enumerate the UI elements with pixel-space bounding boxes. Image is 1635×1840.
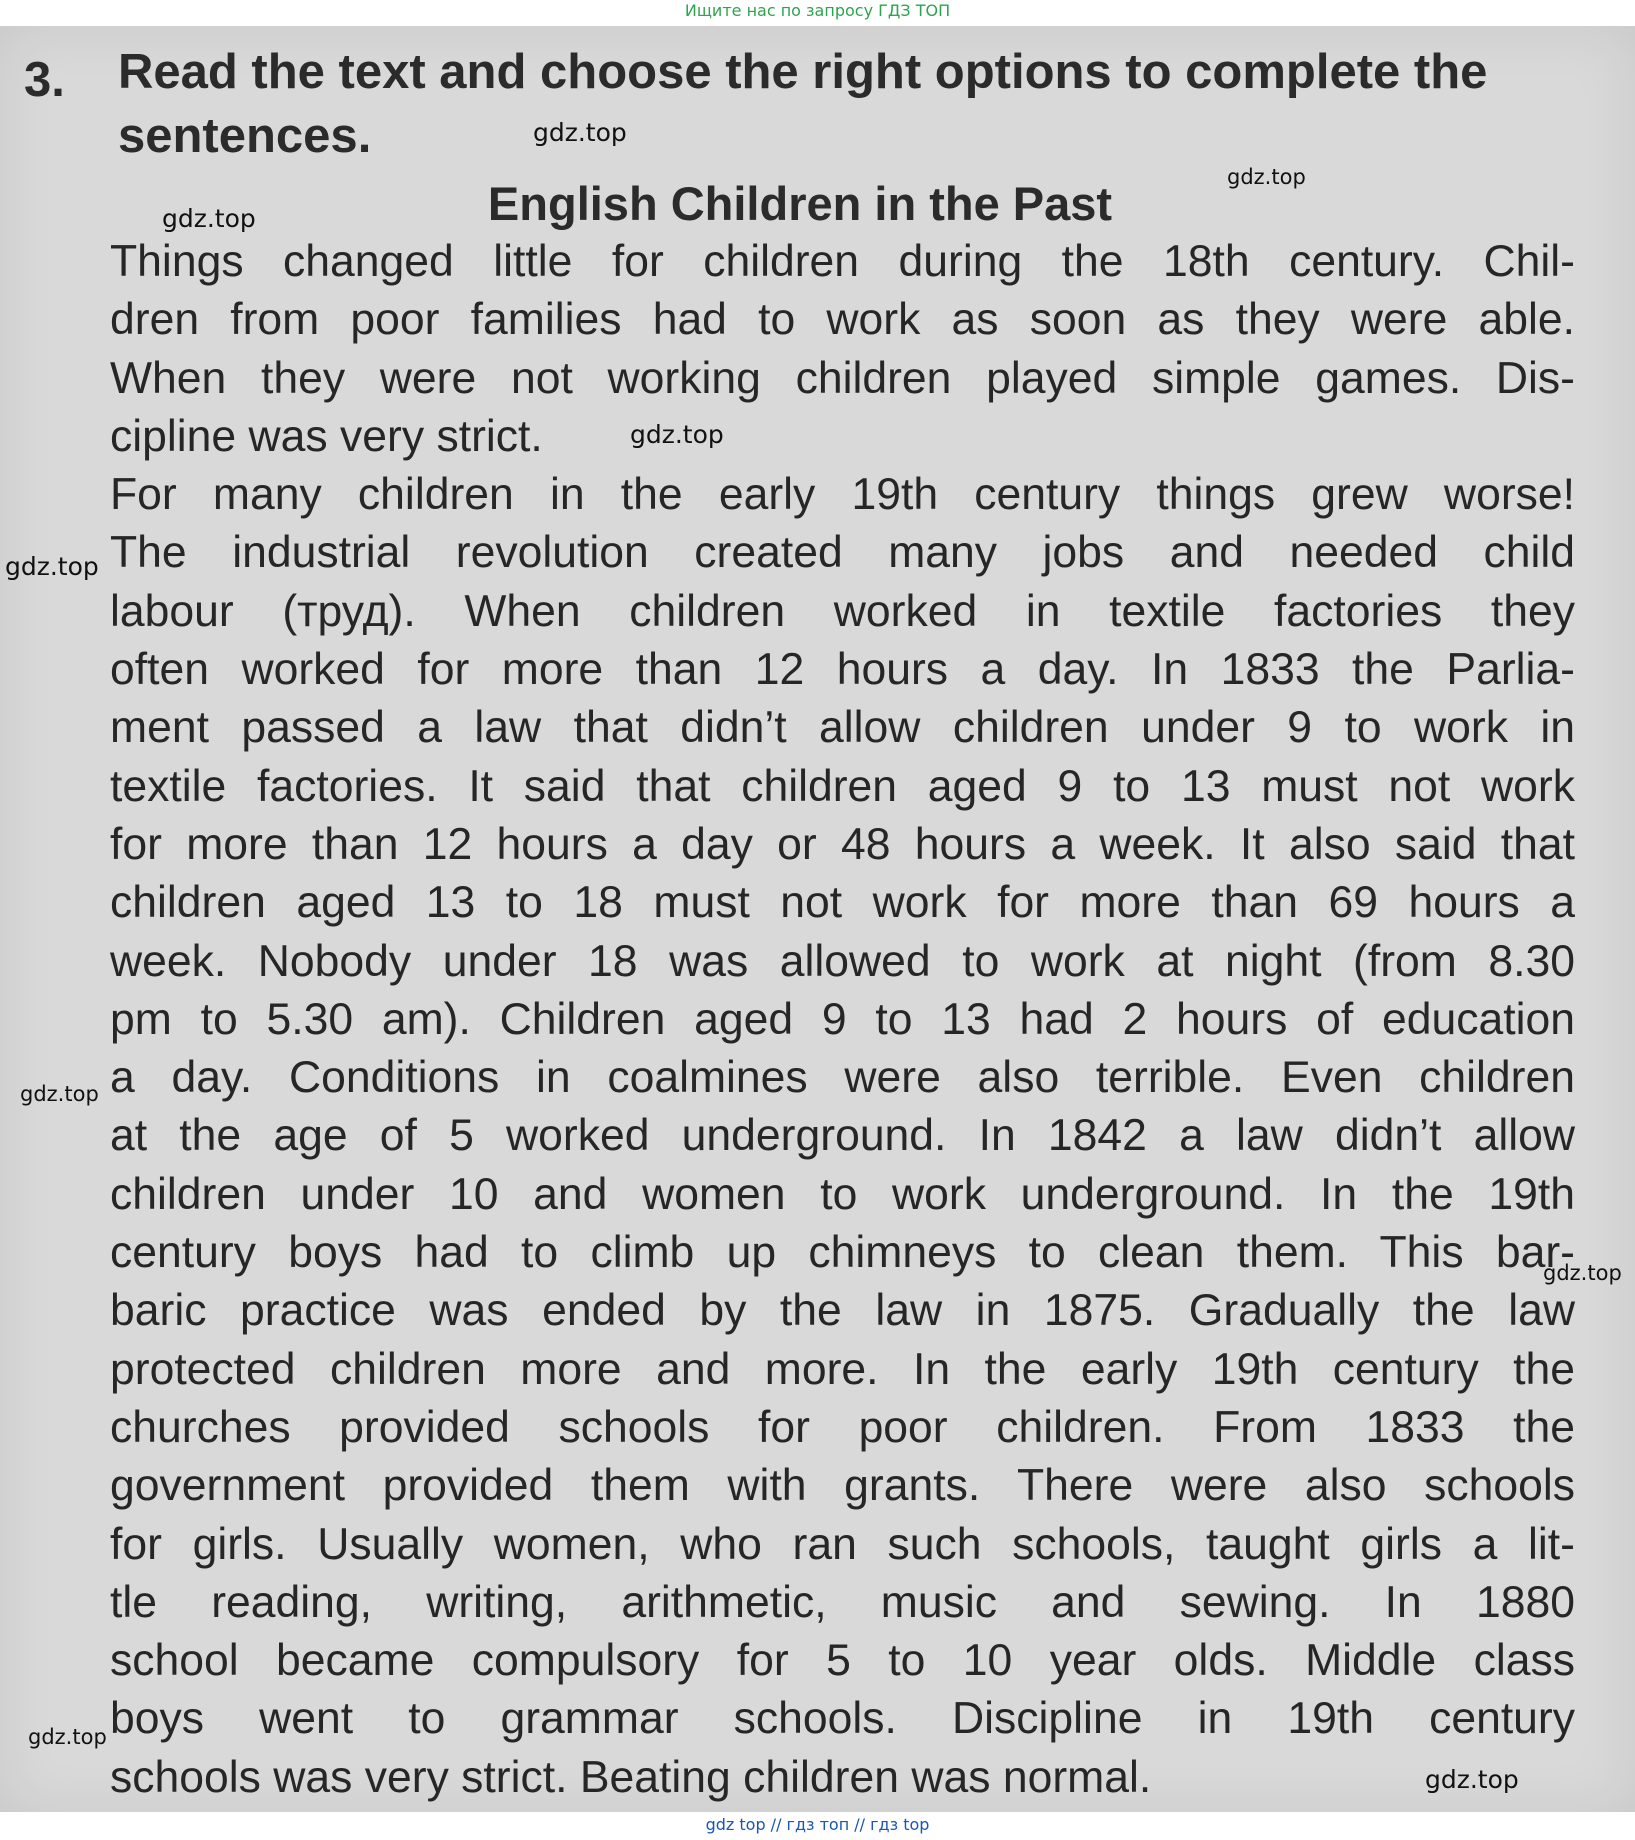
text-line: often worked for more than 12 hours a day. In 1833 the Parlia- [110,645,1575,695]
text-line: boys went to grammar schools. Discipline in 19th century [110,1694,1575,1744]
watermark: gdz.top [20,1082,99,1106]
text-line: children under 10 and women to work underground. In the 19th [110,1169,1575,1219]
text-line: a day. Conditions in coalmines were also terrible. Even children [110,1053,1575,1103]
text-line: school became compulsory for 5 to 10 year olds. Middle class [110,1636,1575,1686]
text-line: ment passed a law that didn’t allow children under 9 to work in [110,703,1575,753]
text-line: children aged 13 to 18 must not work for more than 69 hours a [110,878,1575,928]
text-line: labour (труд). When children worked in textile factories they [110,586,1575,636]
watermark: gdz.top [1543,1261,1622,1285]
watermark: gdz.top [5,552,99,581]
exercise-instruction: Read the text and choose the right options to complete the sentences. [118,45,1488,163]
text-line: at the age of 5 worked underground. In 1842 a law didn’t allow [110,1111,1575,1161]
watermark: gdz.top [162,204,256,233]
watermark: gdz.top [533,118,627,147]
bottom-banner: gdz top // гдз топ // гдз top [0,1812,1635,1840]
text-line: tle reading, writing, arithmetic, music and sewing. In 1880 [110,1577,1575,1627]
reading-text [110,233,1575,1807]
text-line: dren from poor families had to work as soon as they were able. [110,295,1575,345]
watermark: gdz.top [1227,165,1306,189]
watermark: gdz.top [630,420,724,449]
text-line: for more than 12 hours a day or 48 hours a week. It also said that [110,819,1575,869]
text-line: For many children in the early 19th century things grew worse! [110,470,1575,520]
text-line: textile factories. It said that children aged 9 to 13 must not work [110,761,1575,811]
top-banner-link[interactable]: Ищите нас по запросу ГДЗ ТОП [684,1,951,20]
text-line: protected children more and more. In the early 19th century the [110,1344,1575,1394]
watermark: gdz.top [28,1725,107,1749]
text-title-label: English Children in the Past [487,177,1113,230]
text-line: for girls. Usually women, who ran such schools, taught girls a lit- [110,1519,1575,1569]
text-line: cipline was very strict. [110,411,543,461]
text-line: Things changed little for children during the 18th century. Chil- [110,237,1575,286]
text-line: century boys had to climb up chimneys to clean them. This bar- [110,1228,1575,1278]
text-line: government provided them with grants. There were also schools [110,1461,1575,1511]
text-line: schools was very strict. Beating children was normal. [110,1752,1152,1802]
text-line: pm to 5.30 am). Children aged 9 to 13 had 2 hours of education [110,994,1575,1044]
text-line: baric practice was ended by the law in 1875. Gradually the law [110,1286,1575,1336]
exercise-number: 3. [24,53,65,107]
text-line: When they were not working children played simple games. Dis- [110,353,1575,403]
text-line: churches provided schools for poor children. From 1833 the [110,1402,1575,1452]
watermark: gdz.top [1425,1765,1519,1794]
text-line: week. Nobody under 18 was allowed to work at night (from 8.30 [110,936,1575,986]
text-line: The industrial revolution created many jobs and needed child [110,528,1575,578]
